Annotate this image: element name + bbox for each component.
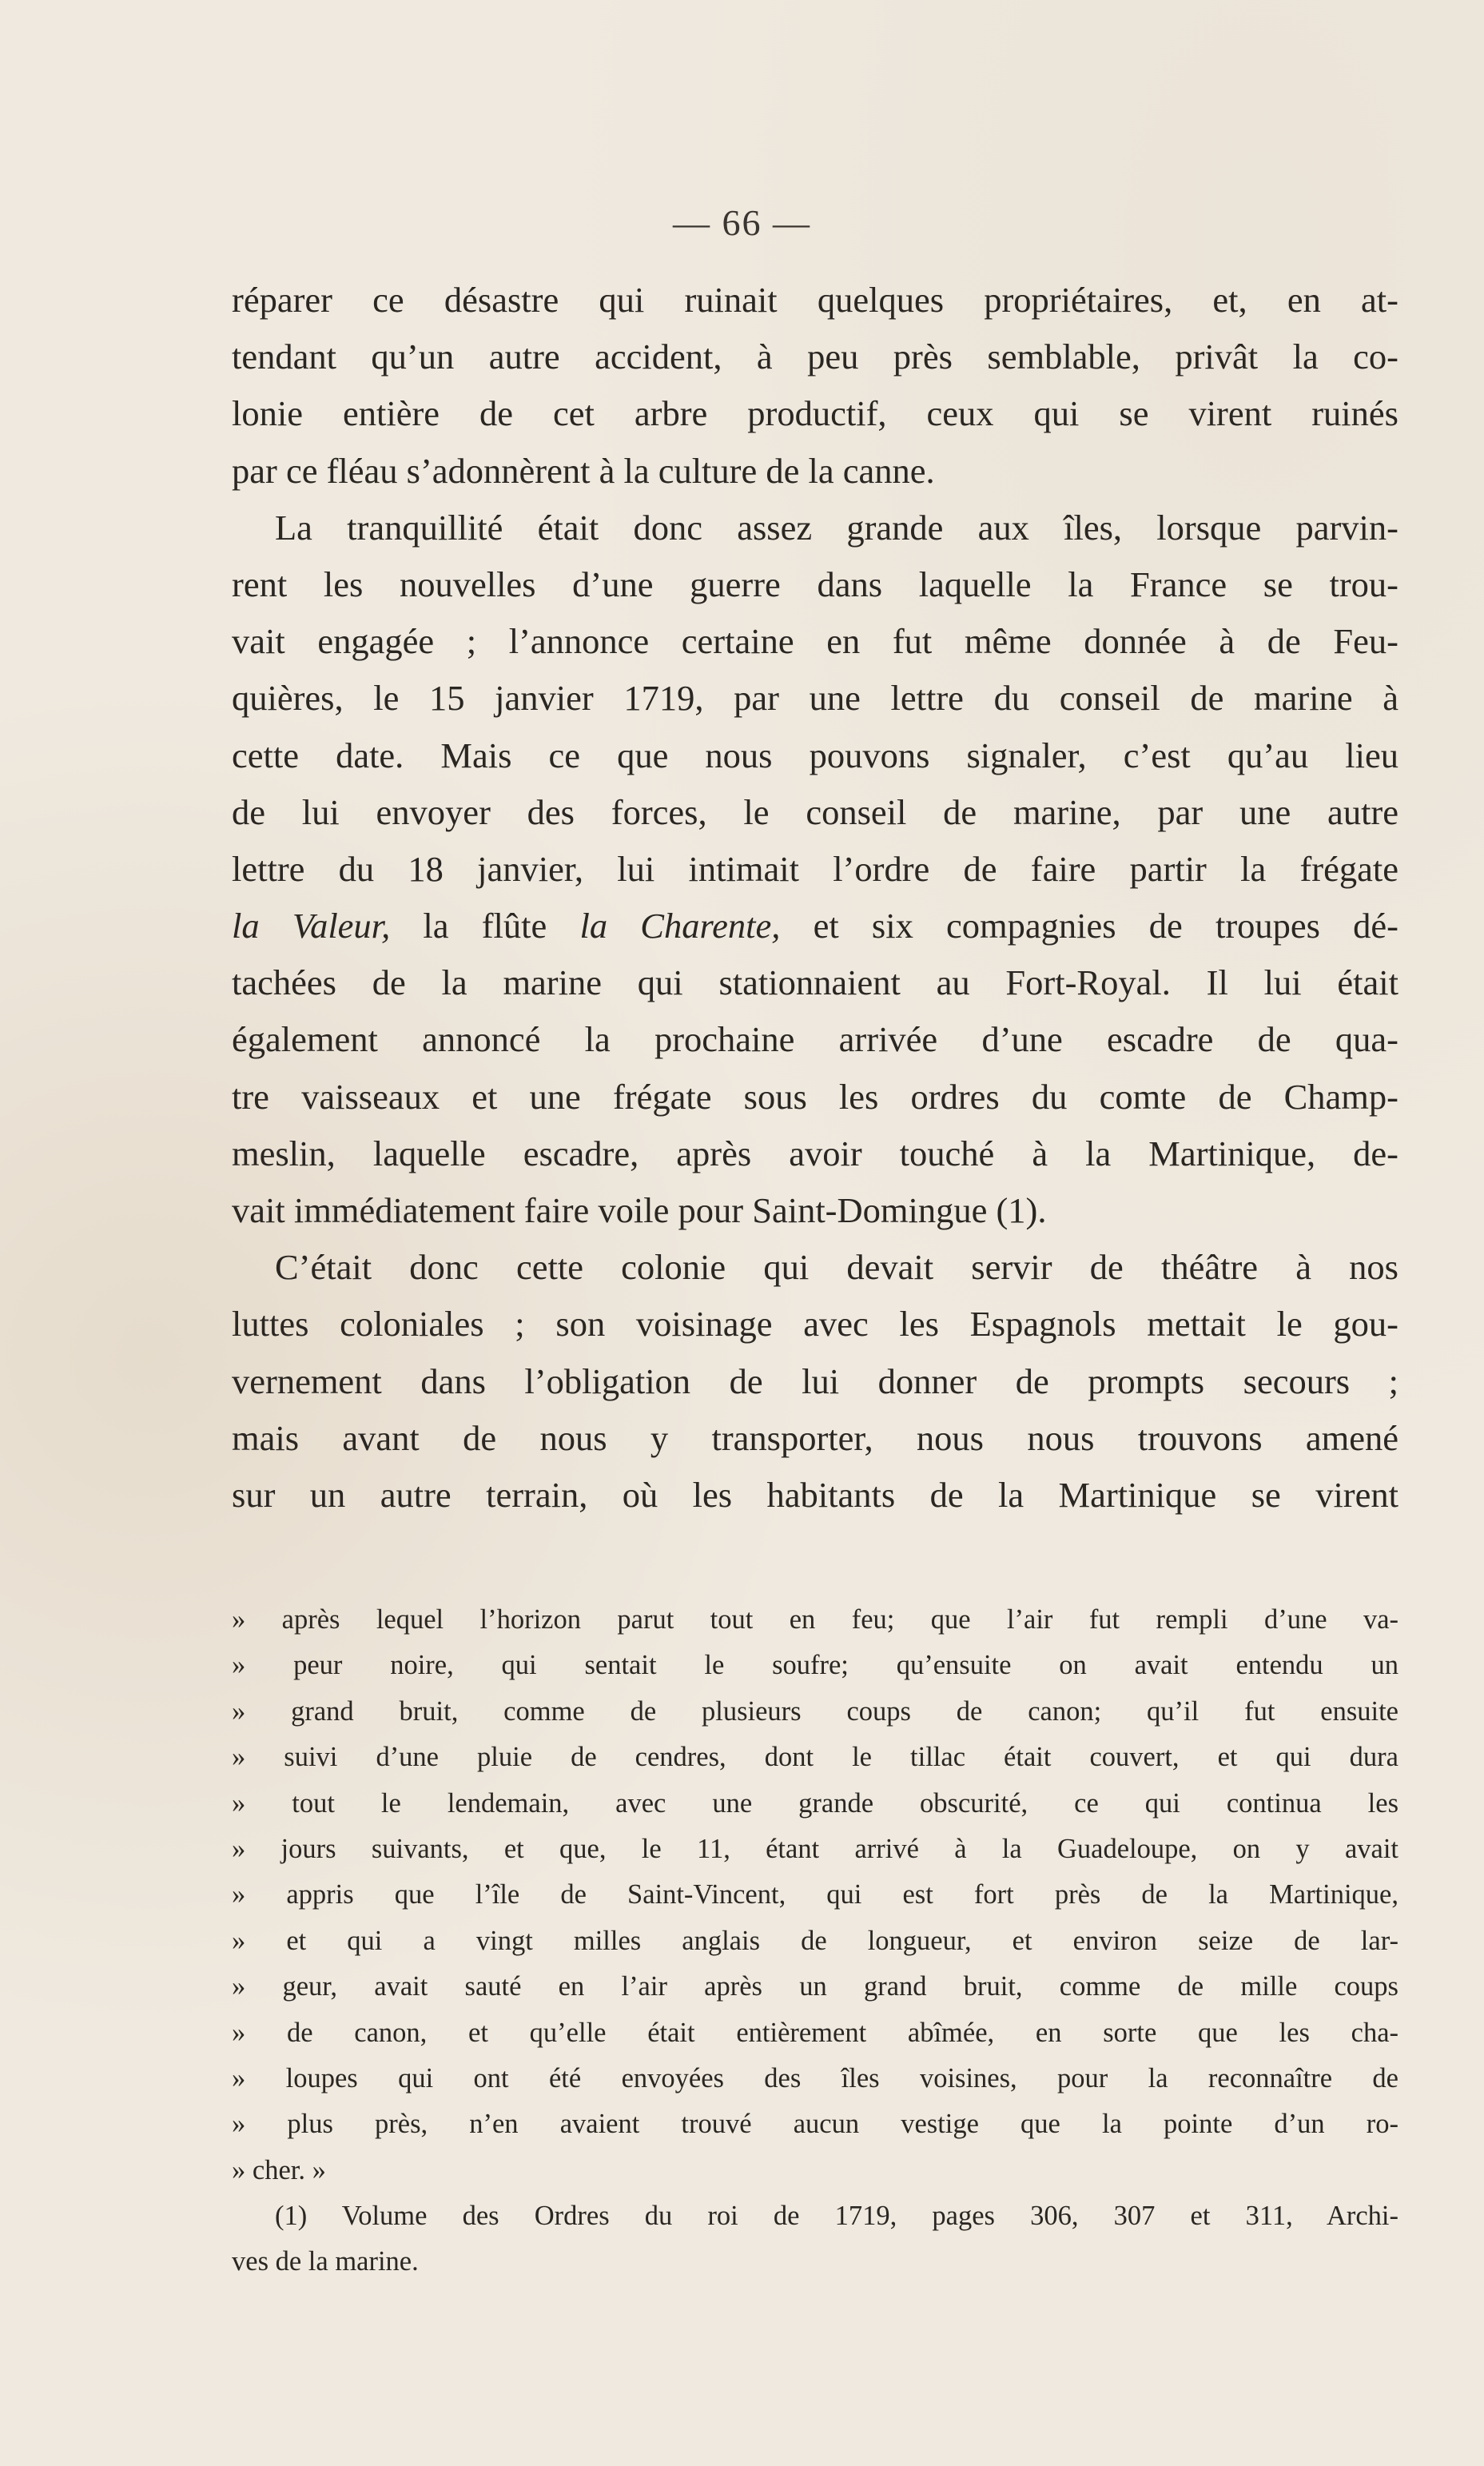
quotation-line: » geur, avait sauté en l’air après un grand bruit, comme de mille coups	[232, 1971, 1398, 2002]
text-line: luttes coloniales ; son voisinage avec les Espagnols mettait le gou-	[232, 1304, 1398, 1345]
text-line: tachées de la marine qui stationnaient au Fort-Royal. Il lui était	[232, 962, 1398, 1003]
ship-name-valeur: la Valeur,	[232, 906, 391, 946]
quotation-line: » jours suivants, et que, le 11, étant arrivé à la Guadeloupe, on y avait	[232, 1833, 1398, 1864]
quotation-line: » après lequel l’horizon parut tout en feu; que l’air fut rempli d’une va-	[232, 1604, 1398, 1635]
footnote	[232, 2193, 1398, 2285]
text-line-with-ship-names	[232, 898, 1398, 954]
text-line: lettre du 18 janvier, lui intimait l’ordre de faire partir la frégate	[232, 848, 1398, 889]
ship-name-charente: la Charente,	[579, 906, 781, 946]
text-line: C’était donc cette colonie qui devait servir de théâtre à nos	[275, 1247, 1398, 1288]
text-line: quières, le 15 janvier 1719, par une lettre du conseil de marine à	[232, 678, 1398, 719]
text-line: tendant qu’un autre accident, à peu près semblable, privât la co-	[232, 337, 1398, 377]
paragraph-2	[232, 500, 1398, 1239]
text-line: rent les nouvelles d’une guerre dans laquelle la France se trou-	[232, 564, 1398, 604]
quotation-line: » de canon, et qu’elle était entièrement abîmée, en sorte que les cha-	[232, 2017, 1398, 2048]
text-line: La tranquillité était donc assez grande aux îles, lorsque parvin-	[275, 507, 1398, 548]
quotation-line: » et qui a vingt milles anglais de longueur, et environ seize de lar-	[232, 1925, 1398, 1956]
quotation-line: » suivi d’une pluie de cendres, dont le tillac était couvert, et qui dura	[232, 1742, 1398, 1773]
text-line: meslin, laquelle escadre, après avoir touché à la Martinique, de-	[232, 1133, 1398, 1173]
quotation-line: » peur noire, qui sentait le soufre; qu’ensuite on avait entendu un	[232, 1650, 1398, 1681]
quotation-line: » cher. »	[232, 2154, 326, 2185]
text-line: sur un autre terrain, où les habitants de la Martinique se virent	[232, 1474, 1398, 1515]
text-line: par ce fléau s’adonnèrent à la culture de la canne.	[232, 450, 935, 491]
footnote-line: (1) Volume des Ordres du roi de 1719, pages 306, 307 et 311, Archi-	[275, 2201, 1398, 2232]
paragraph-3	[232, 1239, 1398, 1524]
paragraph-1	[232, 272, 1398, 500]
text-line: de lui envoyer des forces, le conseil de marine, par une autre	[232, 791, 1398, 832]
footnote-line: ves de la marine.	[232, 2246, 419, 2277]
text-fragment: la flûte	[390, 906, 580, 946]
text-line: vait engagée ; l’annonce certaine en fut même donnée à de Feu-	[232, 621, 1398, 662]
quotation-line: » appris que l’île de Saint-Vincent, qui est fort près de la Martinique,	[232, 1879, 1398, 1910]
text-line: lonie entière de cet arbre productif, ceux qui se virent ruinés	[232, 393, 1398, 434]
text-line: réparer ce désastre qui ruinait quelques propriétaires, et, en at-	[232, 280, 1398, 320]
text-line: cette date. Mais ce que nous pouvons signaler, c’est qu’au lieu	[232, 735, 1398, 775]
text-fragment: et six compagnies de troupes dé-	[780, 906, 1398, 946]
quotation	[232, 1597, 1398, 2193]
quotation-line: » grand bruit, comme de plusieurs coups de canon; qu’il fut ensuite	[232, 1695, 1398, 1727]
quotation-line: » loupes qui ont été envoyées des îles voisines, pour la reconnaître de	[232, 2062, 1398, 2094]
quotation-line: » tout le lendemain, avec une grande obscurité, ce qui continua les	[232, 1787, 1398, 1819]
text-line: mais avant de nous y transporter, nous nous trouvons amené	[232, 1417, 1398, 1458]
main-text	[232, 272, 1398, 1524]
text-line: également annoncé la prochaine arrivée d’une escadre de qua-	[232, 1019, 1398, 1060]
text-line: vait immédiatement faire voile pour Saint-Domingue (1).	[232, 1190, 1047, 1230]
footnote-block	[232, 1597, 1398, 2285]
quotation-line: » plus près, n’en avaient trouvé aucun vestige que la pointe d’un ro-	[232, 2109, 1398, 2140]
page-number: — 66 —	[673, 202, 811, 243]
text-line: vernement dans l’obligation de lui donner de prompts secours ;	[232, 1360, 1398, 1401]
text-line: tre vaisseaux et une frégate sous les ordres du comte de Champ-	[232, 1076, 1398, 1117]
